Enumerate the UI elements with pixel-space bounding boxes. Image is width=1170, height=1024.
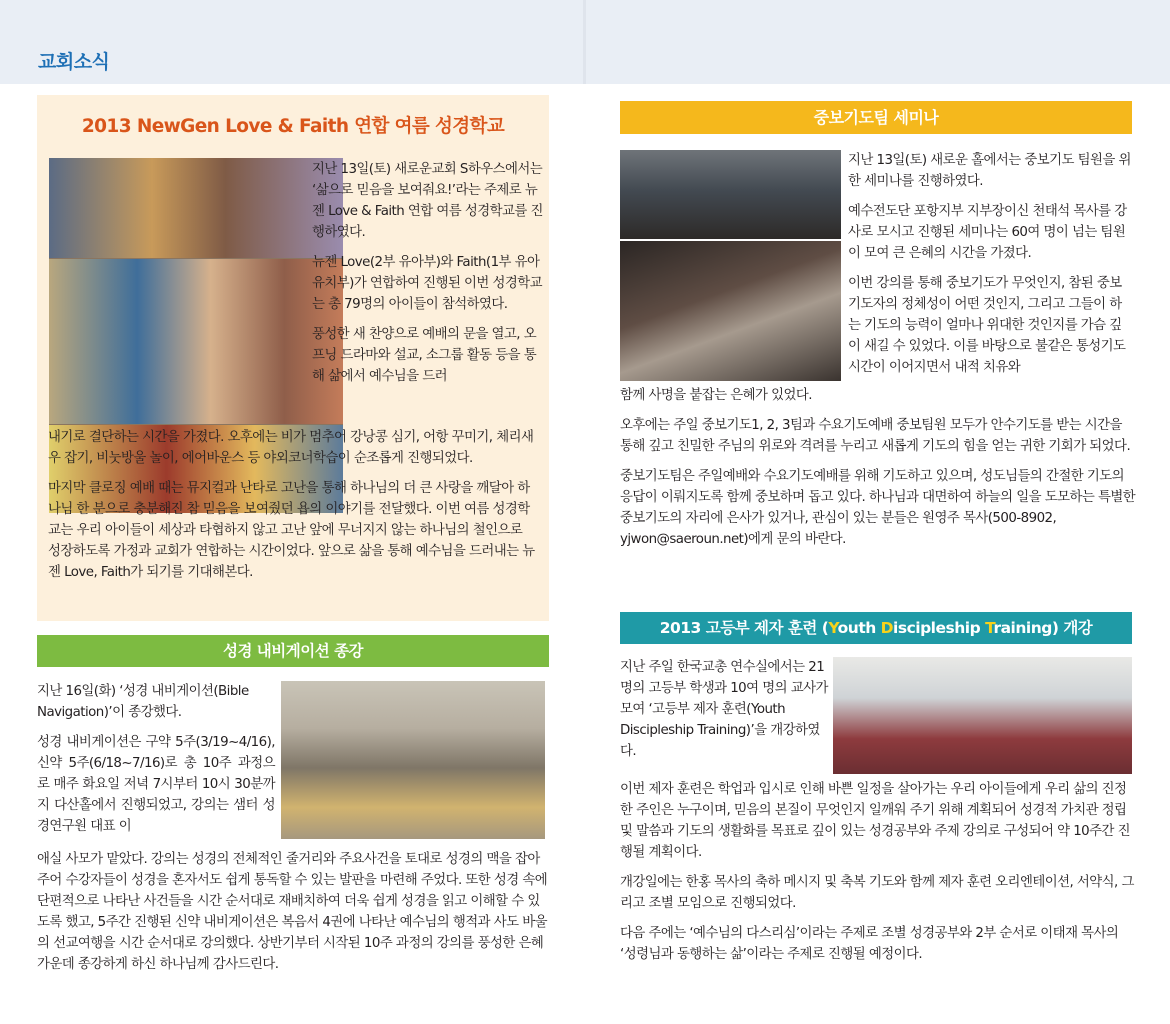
paragraph: 지난 13일(토) 새로운교회 S하우스에서는 ‘삶으로 믿음을 보여줘요!’라는 주제로 뉴젠 Love & Faith 연합 여름 성경학교를 진행하였다. [312, 162, 543, 240]
paragraph: 오후에는 주일 중보기도1, 2, 3팀과 수요기도예배 중보팀원 모두가 안수기도를 받는 시간을 통해 깊고 친밀한 주님의 위로와 격려를 누리고 새롭게 기도의 힘을 얻는 귀한 기회가 되었다. [620, 418, 1131, 454]
paragraph: 다음 주에는 ‘예수님의 다스리심’이라는 주제로 조별 성경공부와 2부 순서로 이태재 목사의 ‘성령님과 동행하는 삶’이라는 주제로 진행될 예정이다. [620, 926, 1119, 962]
bible-navigation-body [37, 849, 549, 984]
header-band [0, 0, 1170, 84]
title-highlight-letter: T [985, 619, 994, 637]
paragraph: 지난 16일(화) ‘성경 내비게이션(Bible Navigation)’이 종강했다. [37, 684, 249, 720]
paragraph: 예수전도단 포항지부 지부장이신 천태석 목사를 강사로 모시고 진행된 세미나는 60여 명이 넘는 팀원이 모여 큰 은혜의 시간을 가졌다. [848, 204, 1127, 261]
collage-row-photo [49, 259, 343, 424]
title-highlight-letter: Y [828, 619, 838, 637]
paragraph: 지난 주일 한국교총 연수실에서는 21명의 고등부 학생과 10여 명의 교사가 모여 ‘고등부 제자 훈련(Youth Discipleship Training)’을 개강하였다. [620, 660, 828, 759]
bible-navigation-photo [281, 681, 545, 839]
youth-discipleship-intro [620, 657, 828, 771]
summer-school-intro [312, 159, 544, 396]
paragraph: 이번 제자 훈련은 학업과 입시로 인해 바쁜 일정을 살아가는 우리 아이들에게 우리 삶의 진정한 주인은 누구이며, 믿음의 본질이 무엇인지 일깨워 주기 위해 계획되어 성경적 가치관 정립 및 말씀과 기도의 생활화를 목표로 깊이 있는 성경공부와 주제 강의로 구성되어 약 10주간 진행될 계획이다. [620, 782, 1130, 860]
paragraph: 마지막 클로징 예배 때는 뮤지컬과 난타로 고난을 통해 하나님의 더 큰 사랑을 깨달아 하나님 한 분으로 충분해진 참 믿음을 보여줬던 욥의 이야기를 전달했다. 이번 여름 성경학교는 우리 아이들이 세상과 타협하지 않고 고난 앞에 무너지지 않는 하나님의 철인으로 성장하도록 가정과 교회가 연합하는 시간이었다. 앞으로 삶을 통해 예수님을 드러내는 뉴젠 Love, Faith가 되기를 기대해본다. [48, 481, 535, 580]
paragraph: 뉴젠 Love(2부 유아부)와 Faith(1부 유아유치부)가 연합하여 진행된 이번 성경학교는 총 79명의 아이들이 참석하였다. [312, 255, 543, 312]
paragraph: 지난 13일(토) 새로운 홀에서는 중보기도 팀원을 위한 세미나를 진행하였다. [848, 153, 1131, 189]
title-part: iscipleship [893, 619, 986, 637]
paragraph: 중보기도팀은 주일예배와 수요기도예배를 위해 기도하고 있으며, 성도님들의 간절한 기도의 응답이 이뤄지도록 함께 중보하며 돕고 있다. 하나님과 대면하여 하늘의 일을 도모하는 특별한 중보기도의 자리에 은사가 있거나, 관심이 있는 분들은 원영주 목사(500-8902, yjwon@saeroun.net)에게 문의 바란다. [620, 469, 1136, 547]
paragraph: 함께 사명을 붙잡는 은혜가 있었다. [620, 388, 812, 403]
paragraph: 풍성한 새 찬양으로 예배의 문을 열고, 오프닝 드라마와 설교, 소그룹 활동 등을 통해 삶에서 예수님을 드러 [312, 327, 537, 384]
title-part: raining) 개강 [993, 619, 1093, 637]
title-part: outh [837, 619, 881, 637]
paragraph: 이번 강의를 통해 중보기도가 무엇인지, 참된 중보기도자의 정체성이 어떤 것인지, 그리고 그들이 하는 기도의 능력이 얼마나 위대한 것인지를 가슴 깊이 새길 수 있었다. 이를 바탕으로 불같은 통성기도 시간이 이어지면서 내적 치유와 [848, 276, 1126, 375]
title-highlight-letter: D [880, 619, 894, 637]
intercession-photo-hall [620, 150, 841, 239]
page-fold [583, 0, 586, 84]
intercession-photo-prayer [620, 241, 841, 381]
paragraph: 성경 내비게이션은 구약 5주(3/19~4/16), 신약 5주(6/18~7/16)로 총 10주 과정으로 매주 화요일 저녁 7시부터 10시 30분까지 다산홀에서 진행되었고, 강의는 샘터 성경연구원 대표 이 [37, 735, 275, 834]
intercession-title: 중보기도팀 세미나 [620, 101, 1132, 134]
summer-school-title: 2013 NewGen Love & Faith 연합 여름 성경학교 [81, 116, 505, 137]
summer-school-body [48, 427, 538, 592]
title-part: 2013 고등부 제자 훈련 ( [659, 619, 829, 637]
paragraph: 개강일에는 한홍 목사의 축하 메시지 및 축복 기도와 함께 제자 훈련 오리엔테이션, 서약식, 그리고 조별 모임으로 진행되었다. [620, 875, 1134, 911]
paragraph: 내기로 결단하는 시간을 가졌다. 오후에는 비가 멈추어 강낭콩 심기, 어항 꾸미기, 체리새우 잡기, 비눗방울 놀이, 에어바운스 등 야외코너학습이 순조롭게 진행되었다. [48, 430, 534, 466]
collage-row-photo [49, 158, 343, 258]
section-label: 교회소식 [38, 51, 110, 73]
intercession-intro [848, 150, 1132, 387]
paragraph: 애실 사모가 맡았다. 강의는 성경의 전체적인 줄거리와 주요사건을 토대로 성경의 맥을 잡아주어 수강자들이 성경을 혼자서도 쉽게 통독할 수 있는 발판을 마련해 주었다. 또한 성경 속에 단편적으로 나타난 사건들을 시간 순서대로 재배치하여 더욱 쉽게 성경을 읽고 이해할 수 있도록 했고, 5주간 진행된 신약 내비게이션은 복음서 4권에 나타난 예수님의 행적과 사도 바울의 선교여행을 시간 순서대로 강의했다. 상반기부터 시작된 10주 과정의 강의를 풍성한 은혜 가운데 종강하게 하신 하나님께 감사드린다. [37, 852, 548, 972]
youth-discipleship-body [620, 779, 1136, 974]
bible-navigation-intro [37, 681, 275, 846]
intercession-body [620, 385, 1136, 559]
bible-navigation-title: 성경 내비게이션 종강 [37, 635, 549, 667]
youth-discipleship-title [620, 612, 1132, 644]
youth-discipleship-photo [833, 657, 1132, 774]
